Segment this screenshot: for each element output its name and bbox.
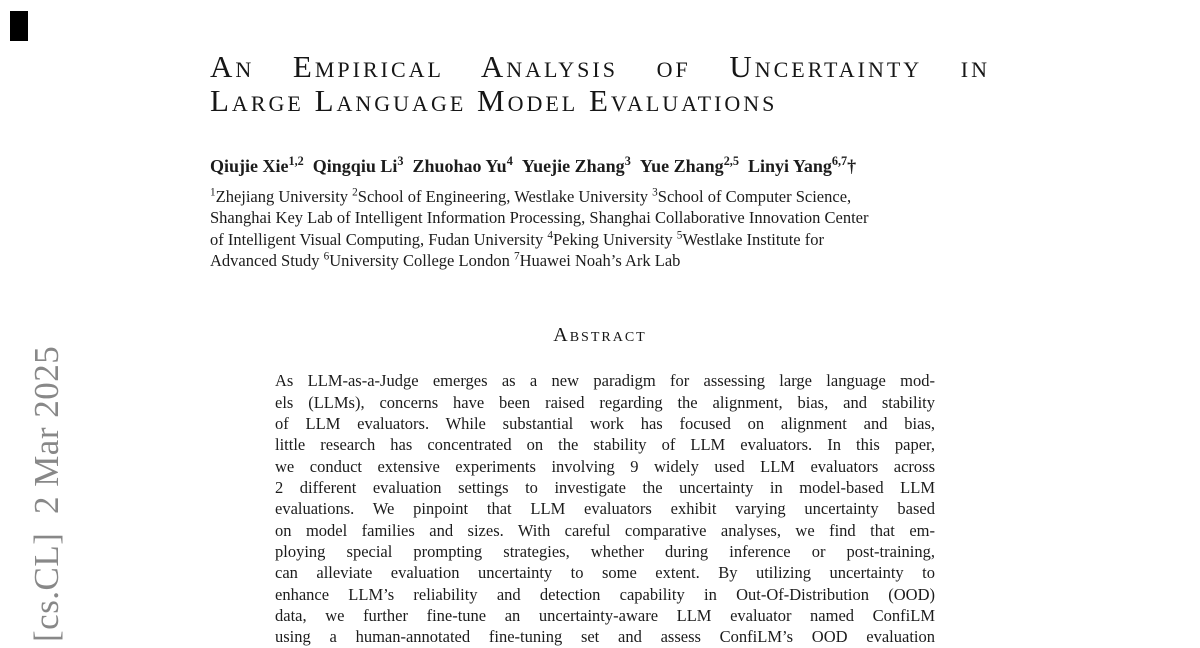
abstract-line: on model families and sizes. With careful comparative analyses, we find that em-	[275, 520, 935, 540]
arxiv-category-date-stamp: [cs.CL] 2 Mar 2025	[27, 345, 66, 642]
abstract-line: data, we further fine-tune an uncertainty-aware LLM evaluator named ConfiLM	[275, 605, 935, 625]
affiliation-line: of Intelligent Visual Computing, Fudan University $^4$Peking University $^5$Westlake Institute for	[210, 229, 824, 249]
author-superscript: 6,7	[831, 154, 848, 168]
affiliation-list	[210, 186, 990, 271]
abstract-line: As LLM-as-a-Judge emerges as a new paradigm for assessing large language mod-	[275, 371, 935, 391]
author-name: Yue Zhang$^{2,5}$	[639, 154, 739, 176]
abstract-line: evaluations. We pinpoint that LLM evaluators exhibit varying uncertainty based	[275, 499, 935, 519]
affiliation-line: Advanced Study $^6$University College London $^7$Huawei Noah’s Ark Lab	[210, 250, 681, 270]
author-name: Zhuohao Yu$^4$	[412, 154, 513, 176]
affiliation-superscript: 7	[513, 250, 520, 263]
author-superscript: 4	[506, 154, 513, 168]
author-name: Linyi Yang$^{6,7}$†	[747, 154, 857, 176]
abstract-line: can alleviate evaluation uncertainty to some extent. By utilizing uncertainty to	[275, 563, 935, 583]
author-superscript: 3	[624, 154, 631, 168]
author-name: Yuejie Zhang$^3$	[521, 154, 631, 176]
abstract-heading: Abstract	[553, 324, 647, 347]
abstract-line: ploying special prompting strategies, whether during inference or post-training,	[275, 541, 935, 561]
paper-title	[210, 50, 990, 118]
author-superscript: 1,2	[288, 154, 304, 168]
abstract-line: enhance LLM’s reliability and detection capability in Out-Of-Distribution (OOD)	[275, 584, 935, 604]
abstract-body	[275, 370, 935, 647]
author-list	[210, 154, 990, 178]
abstract-line: 2 different evaluation settings to investigate the uncertainty in model-based LLM	[275, 477, 935, 497]
affiliation-superscript: 5	[676, 229, 683, 242]
author-name: Qiujie Xie$^{1,2}$	[210, 154, 304, 176]
abstract-line: using a human-annotated fine-tuning set and assess ConfiLM’s OOD evaluation	[275, 627, 935, 647]
corner-mark	[10, 11, 28, 41]
affiliation-superscript: 2	[352, 186, 358, 199]
abstract-line: els (LLMs), concerns have been raised regarding the alignment, bias, and stability	[275, 392, 935, 412]
paper-content-column	[210, 0, 990, 648]
paper-title-line-2: Large Language Model Evaluations	[210, 83, 778, 118]
affiliation-superscript: 1	[210, 186, 216, 199]
affiliation-superscript: 3	[652, 186, 658, 199]
author-name: Qingqiu Li$^3$	[312, 154, 404, 176]
affiliation-superscript: 6	[323, 250, 330, 263]
author-superscript: 2,5	[723, 154, 739, 168]
affiliation-superscript: 4	[547, 229, 553, 242]
abstract-line: we conduct extensive experiments involving 9 widely used LLM evaluators across	[275, 456, 935, 476]
abstract-line: of LLM evaluators. While substantial work has focused on alignment and bias,	[275, 413, 935, 433]
affiliation-line: $^1$Zhejiang University $^2$School of Engineering, Westlake University $^3$School of Computer Science,	[210, 186, 852, 206]
affiliation-line: Shanghai Key Lab of Intelligent Information Processing, Shanghai Collaborative Innovation Center	[210, 208, 869, 228]
abstract-line: little research has concentrated on the stability of LLM evaluators. In this paper,	[275, 435, 935, 455]
paper-title-line-1: An Empirical Analysis of Uncertainty in	[210, 49, 990, 84]
author-superscript: 3	[397, 154, 404, 168]
